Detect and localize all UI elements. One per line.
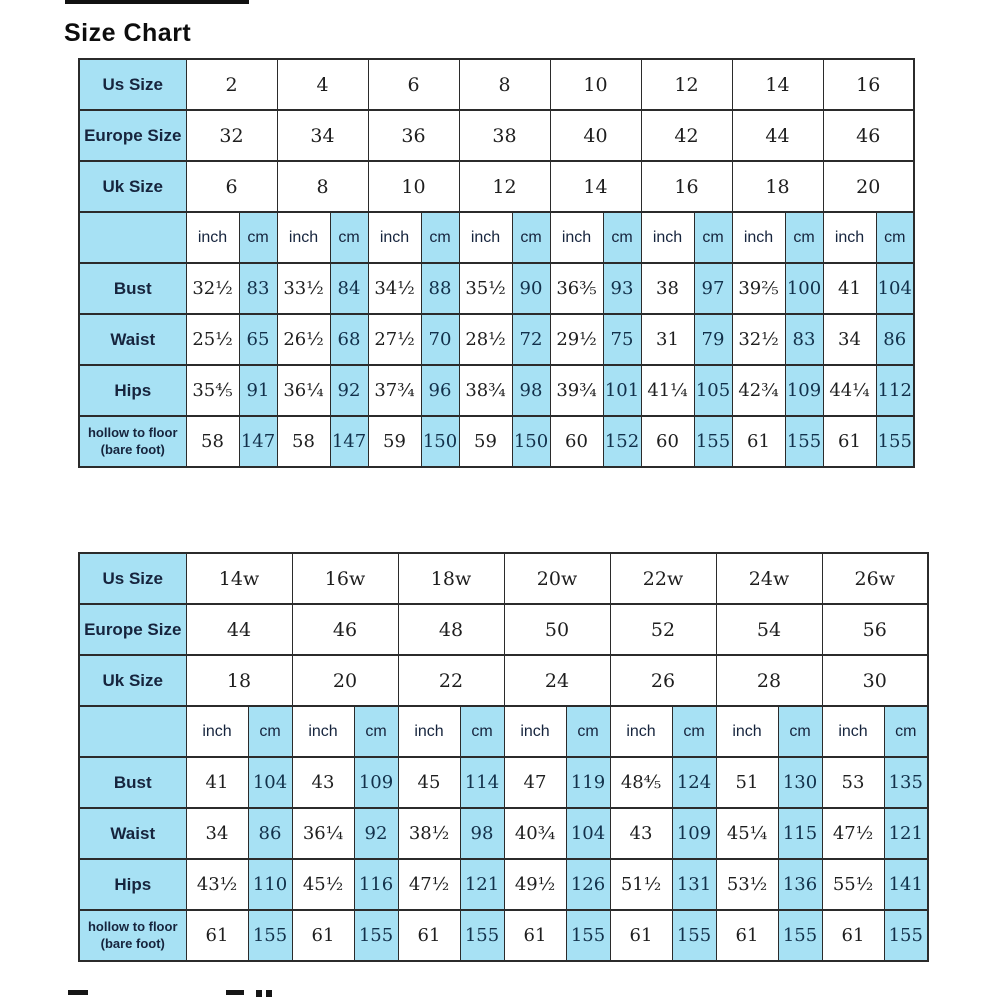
waist-inch-value: 26½ (277, 314, 330, 365)
bust-inch-value: 41 (186, 757, 248, 808)
uk-size-label: Uk Size (79, 655, 186, 706)
bust-inch-value: 39⅖ (732, 263, 785, 314)
size-table-standard (78, 58, 915, 468)
unit-inch-header: inch (716, 706, 778, 757)
bust-cm-value: 90 (512, 263, 550, 314)
us-size-value: 20w (504, 553, 610, 604)
table-row-hips (79, 365, 914, 416)
hollow-to-floor-bare-foot-cm-value: 155 (876, 416, 914, 467)
hips-inch-value: 36¼ (277, 365, 330, 416)
europe-size-label: Europe Size (79, 604, 186, 655)
europe-size-value: 34 (277, 110, 368, 161)
unit-cm-header: cm (512, 212, 550, 263)
bust-cm-value: 84 (330, 263, 368, 314)
bust-cm-value: 93 (603, 263, 641, 314)
bust-cm-value: 104 (248, 757, 292, 808)
uk-size-value: 6 (186, 161, 277, 212)
hips-cm-value: 126 (566, 859, 610, 910)
page-title: Size Chart (64, 18, 192, 47)
units-empty-label (79, 706, 186, 757)
bust-inch-value: 34½ (368, 263, 421, 314)
unit-inch-header: inch (398, 706, 460, 757)
bust-inch-value: 53 (822, 757, 884, 808)
uk-size-value: 20 (823, 161, 914, 212)
europe-size-value: 32 (186, 110, 277, 161)
bust-inch-value: 41 (823, 263, 876, 314)
table-row-europe-size (79, 604, 928, 655)
hollow-to-floor-bare-foot-cm-value: 147 (239, 416, 277, 467)
us-size-label: Us Size (79, 553, 186, 604)
unit-cm-header: cm (884, 706, 928, 757)
bust-cm-value: 83 (239, 263, 277, 314)
bust-cm-value: 88 (421, 263, 459, 314)
waist-cm-value: 92 (354, 808, 398, 859)
waist-cm-value: 72 (512, 314, 550, 365)
waist-label: Waist (79, 808, 186, 859)
uk-size-value: 30 (822, 655, 928, 706)
table-row-units (79, 706, 928, 757)
europe-size-value: 46 (292, 604, 398, 655)
hollow-to-floor-bare-foot-cm-value: 155 (248, 910, 292, 961)
hollow-to-floor-bare-foot-inch-value: 61 (398, 910, 460, 961)
europe-size-value: 40 (550, 110, 641, 161)
bust-inch-value: 38 (641, 263, 694, 314)
uk-size-value: 26 (610, 655, 716, 706)
table-row-uk-size (79, 161, 914, 212)
unit-inch-header: inch (550, 212, 603, 263)
europe-size-value: 54 (716, 604, 822, 655)
cropped-top-rule (65, 0, 249, 4)
europe-size-value: 44 (732, 110, 823, 161)
waist-inch-value: 32½ (732, 314, 785, 365)
table-row-hollow-to-floor-bare-foot (79, 416, 914, 467)
unit-cm-header: cm (330, 212, 368, 263)
bust-inch-value: 43 (292, 757, 354, 808)
units-empty-label (79, 212, 186, 263)
hollow-to-floor-bare-foot-inch-value: 61 (610, 910, 672, 961)
hips-cm-value: 91 (239, 365, 277, 416)
hips-inch-value: 41¼ (641, 365, 694, 416)
hips-inch-value: 45½ (292, 859, 354, 910)
bust-inch-value: 51 (716, 757, 778, 808)
uk-size-value: 12 (459, 161, 550, 212)
waist-cm-value: 86 (876, 314, 914, 365)
unit-inch-header: inch (292, 706, 354, 757)
europe-size-value: 38 (459, 110, 550, 161)
table-row-waist (79, 808, 928, 859)
hollow-to-floor-bare-foot-label: hollow to floor (bare foot) (79, 910, 186, 961)
bust-inch-value: 48⅘ (610, 757, 672, 808)
hollow-to-floor-bare-foot-inch-value: 61 (186, 910, 248, 961)
waist-cm-value: 121 (884, 808, 928, 859)
unit-cm-header: cm (460, 706, 504, 757)
us-size-value: 14 (732, 59, 823, 110)
unit-cm-header: cm (248, 706, 292, 757)
hips-inch-value: 51½ (610, 859, 672, 910)
uk-size-value: 22 (398, 655, 504, 706)
hips-cm-value: 96 (421, 365, 459, 416)
hips-inch-value: 47½ (398, 859, 460, 910)
waist-inch-value: 45¼ (716, 808, 778, 859)
bust-cm-value: 130 (778, 757, 822, 808)
us-size-value: 6 (368, 59, 459, 110)
europe-size-value: 48 (398, 604, 504, 655)
waist-inch-value: 27½ (368, 314, 421, 365)
us-size-value: 24w (716, 553, 822, 604)
us-size-value: 10 (550, 59, 641, 110)
waist-inch-value: 28½ (459, 314, 512, 365)
waist-cm-value: 98 (460, 808, 504, 859)
bust-inch-value: 35½ (459, 263, 512, 314)
bust-inch-value: 36⅗ (550, 263, 603, 314)
unit-inch-header: inch (732, 212, 785, 263)
hips-inch-value: 38¾ (459, 365, 512, 416)
hollow-to-floor-bare-foot-label: hollow to floor (bare foot) (79, 416, 186, 467)
us-size-value: 22w (610, 553, 716, 604)
hollow-to-floor-bare-foot-cm-value: 155 (460, 910, 504, 961)
bust-cm-value: 135 (884, 757, 928, 808)
unit-cm-header: cm (566, 706, 610, 757)
hips-inch-value: 49½ (504, 859, 566, 910)
unit-inch-header: inch (822, 706, 884, 757)
cropped-next-heading-fragment (64, 990, 584, 1000)
europe-size-value: 56 (822, 604, 928, 655)
hips-cm-value: 110 (248, 859, 292, 910)
table-row-uk-size (79, 655, 928, 706)
waist-cm-value: 104 (566, 808, 610, 859)
unit-inch-header: inch (186, 706, 248, 757)
hips-label: Hips (79, 365, 186, 416)
waist-inch-value: 31 (641, 314, 694, 365)
bust-cm-value: 104 (876, 263, 914, 314)
uk-size-value: 24 (504, 655, 610, 706)
hollow-to-floor-bare-foot-cm-value: 152 (603, 416, 641, 467)
table-row-hollow-to-floor-bare-foot (79, 910, 928, 961)
hollow-to-floor-bare-foot-cm-value: 155 (694, 416, 732, 467)
us-size-value: 16 (823, 59, 914, 110)
unit-cm-header: cm (694, 212, 732, 263)
bust-cm-value: 124 (672, 757, 716, 808)
hips-cm-value: 101 (603, 365, 641, 416)
waist-cm-value: 68 (330, 314, 368, 365)
hollow-to-floor-bare-foot-inch-value: 61 (732, 416, 785, 467)
us-size-value: 14w (186, 553, 292, 604)
bust-label: Bust (79, 263, 186, 314)
waist-inch-value: 34 (186, 808, 248, 859)
hollow-to-floor-bare-foot-cm-value: 155 (884, 910, 928, 961)
hollow-to-floor-bare-foot-cm-value: 150 (421, 416, 459, 467)
table-row-waist (79, 314, 914, 365)
bust-inch-value: 47 (504, 757, 566, 808)
uk-size-value: 28 (716, 655, 822, 706)
unit-inch-header: inch (641, 212, 694, 263)
hips-cm-value: 136 (778, 859, 822, 910)
hollow-to-floor-bare-foot-cm-value: 150 (512, 416, 550, 467)
europe-size-value: 50 (504, 604, 610, 655)
us-size-value: 4 (277, 59, 368, 110)
hips-cm-value: 131 (672, 859, 716, 910)
unit-inch-header: inch (459, 212, 512, 263)
europe-size-label: Europe Size (79, 110, 186, 161)
hips-inch-value: 43½ (186, 859, 248, 910)
hips-cm-value: 105 (694, 365, 732, 416)
hollow-to-floor-bare-foot-inch-value: 60 (641, 416, 694, 467)
hollow-to-floor-bare-foot-inch-value: 59 (459, 416, 512, 467)
unit-cm-header: cm (239, 212, 277, 263)
us-size-value: 26w (822, 553, 928, 604)
uk-size-label: Uk Size (79, 161, 186, 212)
hips-label: Hips (79, 859, 186, 910)
hips-inch-value: 44¼ (823, 365, 876, 416)
uk-size-value: 14 (550, 161, 641, 212)
us-size-value: 2 (186, 59, 277, 110)
bust-inch-value: 32½ (186, 263, 239, 314)
bust-cm-value: 97 (694, 263, 732, 314)
table-row-bust (79, 263, 914, 314)
table-row-units (79, 212, 914, 263)
bust-label: Bust (79, 757, 186, 808)
uk-size-value: 18 (186, 655, 292, 706)
unit-cm-header: cm (876, 212, 914, 263)
hips-cm-value: 112 (876, 365, 914, 416)
uk-size-value: 16 (641, 161, 732, 212)
hips-inch-value: 39¾ (550, 365, 603, 416)
table-row-hips (79, 859, 928, 910)
waist-label: Waist (79, 314, 186, 365)
waist-inch-value: 47½ (822, 808, 884, 859)
waist-cm-value: 109 (672, 808, 716, 859)
hips-cm-value: 141 (884, 859, 928, 910)
hollow-to-floor-bare-foot-inch-value: 61 (822, 910, 884, 961)
hips-inch-value: 55½ (822, 859, 884, 910)
table-row-europe-size (79, 110, 914, 161)
hollow-to-floor-bare-foot-cm-value: 155 (566, 910, 610, 961)
unit-cm-header: cm (421, 212, 459, 263)
waist-cm-value: 115 (778, 808, 822, 859)
hollow-to-floor-bare-foot-inch-value: 58 (277, 416, 330, 467)
waist-cm-value: 70 (421, 314, 459, 365)
hollow-to-floor-bare-foot-cm-value: 155 (354, 910, 398, 961)
us-size-value: 16w (292, 553, 398, 604)
hips-inch-value: 37¾ (368, 365, 421, 416)
hips-cm-value: 109 (785, 365, 823, 416)
hollow-to-floor-bare-foot-cm-value: 155 (672, 910, 716, 961)
table-row-us-size (79, 553, 928, 604)
europe-size-value: 46 (823, 110, 914, 161)
hollow-to-floor-bare-foot-inch-value: 61 (823, 416, 876, 467)
bust-inch-value: 45 (398, 757, 460, 808)
bust-cm-value: 114 (460, 757, 504, 808)
waist-cm-value: 86 (248, 808, 292, 859)
unit-inch-header: inch (277, 212, 330, 263)
unit-inch-header: inch (504, 706, 566, 757)
uk-size-value: 18 (732, 161, 823, 212)
unit-cm-header: cm (778, 706, 822, 757)
bust-cm-value: 109 (354, 757, 398, 808)
waist-cm-value: 65 (239, 314, 277, 365)
unit-cm-header: cm (603, 212, 641, 263)
europe-size-value: 44 (186, 604, 292, 655)
waist-cm-value: 75 (603, 314, 641, 365)
waist-inch-value: 29½ (550, 314, 603, 365)
unit-cm-header: cm (672, 706, 716, 757)
unit-cm-header: cm (785, 212, 823, 263)
uk-size-value: 10 (368, 161, 459, 212)
hollow-to-floor-bare-foot-cm-value: 147 (330, 416, 368, 467)
table-row-us-size (79, 59, 914, 110)
us-size-value: 8 (459, 59, 550, 110)
unit-inch-header: inch (368, 212, 421, 263)
hips-inch-value: 42¾ (732, 365, 785, 416)
waist-inch-value: 34 (823, 314, 876, 365)
europe-size-value: 52 (610, 604, 716, 655)
europe-size-value: 36 (368, 110, 459, 161)
hollow-to-floor-bare-foot-inch-value: 61 (504, 910, 566, 961)
waist-inch-value: 36¼ (292, 808, 354, 859)
hips-inch-value: 53½ (716, 859, 778, 910)
hollow-to-floor-bare-foot-inch-value: 61 (716, 910, 778, 961)
waist-cm-value: 79 (694, 314, 732, 365)
unit-inch-header: inch (186, 212, 239, 263)
bust-inch-value: 33½ (277, 263, 330, 314)
hollow-to-floor-bare-foot-cm-value: 155 (785, 416, 823, 467)
bust-cm-value: 119 (566, 757, 610, 808)
hollow-to-floor-bare-foot-inch-value: 58 (186, 416, 239, 467)
hollow-to-floor-bare-foot-inch-value: 60 (550, 416, 603, 467)
table-row-bust (79, 757, 928, 808)
hips-cm-value: 116 (354, 859, 398, 910)
hollow-to-floor-bare-foot-inch-value: 61 (292, 910, 354, 961)
us-size-value: 18w (398, 553, 504, 604)
waist-inch-value: 38½ (398, 808, 460, 859)
hips-cm-value: 121 (460, 859, 504, 910)
unit-inch-header: inch (823, 212, 876, 263)
uk-size-value: 8 (277, 161, 368, 212)
unit-cm-header: cm (354, 706, 398, 757)
waist-inch-value: 25½ (186, 314, 239, 365)
waist-inch-value: 40¾ (504, 808, 566, 859)
hollow-to-floor-bare-foot-cm-value: 155 (778, 910, 822, 961)
uk-size-value: 20 (292, 655, 398, 706)
europe-size-value: 42 (641, 110, 732, 161)
hips-cm-value: 98 (512, 365, 550, 416)
waist-inch-value: 43 (610, 808, 672, 859)
bust-cm-value: 100 (785, 263, 823, 314)
waist-cm-value: 83 (785, 314, 823, 365)
hips-inch-value: 35⅘ (186, 365, 239, 416)
us-size-value: 12 (641, 59, 732, 110)
unit-inch-header: inch (610, 706, 672, 757)
hips-cm-value: 92 (330, 365, 368, 416)
size-table-plus (78, 552, 929, 962)
hollow-to-floor-bare-foot-inch-value: 59 (368, 416, 421, 467)
us-size-label: Us Size (79, 59, 186, 110)
